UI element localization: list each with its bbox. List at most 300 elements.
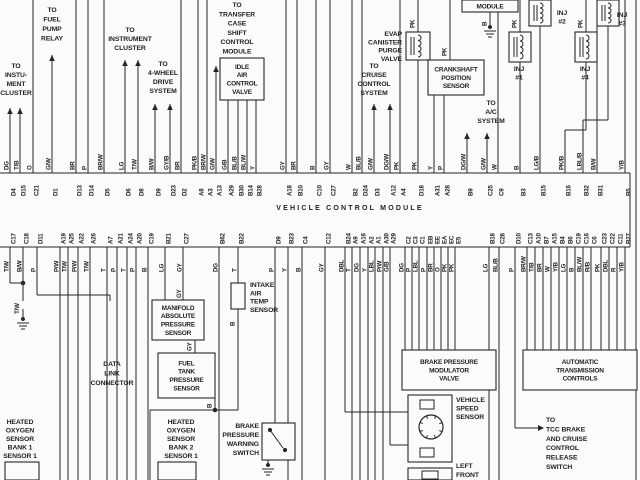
to-transfer-case-module: CONTROL <box>220 39 254 47</box>
arrow-up-icon <box>122 60 128 66</box>
to-transfer-case-module: SHIFT <box>227 29 247 37</box>
wire-color-label: PK <box>393 161 401 170</box>
to-cruise-control-system: CONTROL <box>357 81 391 88</box>
pin-label: A26 <box>90 233 98 244</box>
brake-pressure-warning-switch-label: WARNING <box>226 441 259 448</box>
wire-color-label: O <box>26 165 34 170</box>
wire-color-label: T/W <box>14 303 21 314</box>
wire-color-label: BL/B <box>355 156 363 170</box>
wire-color-label: Y <box>427 166 435 170</box>
to-tcc-brake-cruise-release: SWITCH <box>546 464 573 471</box>
pin-label: C3 <box>412 236 420 244</box>
pin-label: C2 <box>405 236 413 244</box>
o2-sensor-bank1 <box>5 462 39 480</box>
wire-color-label: DG/W <box>383 153 391 170</box>
pin-label: D5 <box>104 188 112 196</box>
wire-color-label: LBL <box>412 260 420 272</box>
pin-label: B32 <box>583 185 591 196</box>
wire-color-label: T <box>231 268 239 272</box>
o2-sensor-bank2 <box>158 462 196 480</box>
pin-label: A25 <box>68 233 76 244</box>
pin-label: C4 <box>302 236 310 244</box>
wire-color-label: R/B <box>584 261 592 272</box>
to-fuel-pump-relay: PUMP <box>42 26 62 33</box>
brake-pressure-modulator-valve-label: BRAKE PRESSURE <box>420 359 478 366</box>
wire-color-label: B <box>295 267 303 272</box>
wire-color-label: BL/W <box>576 256 584 272</box>
wire-color-label: DG <box>3 161 11 170</box>
wire-color-label: GY <box>323 161 331 170</box>
wire-color-label: PK <box>511 19 519 28</box>
vehicle-speed-sensor <box>408 395 452 462</box>
wire-color-label: R <box>610 267 618 272</box>
to-4wd-system: SYSTEM <box>149 88 177 95</box>
to-instrument-cluster: CLUSTER <box>114 45 146 52</box>
wire-color-label: P <box>420 268 428 272</box>
wire-color-label: P <box>405 268 413 272</box>
pin-label: C9 <box>498 188 506 196</box>
to-fuel-pump-relay: RELAY <box>41 35 63 43</box>
arrow-up-icon <box>484 133 490 139</box>
pin-label: A4 <box>400 188 408 196</box>
to-instrument-cluster: TO <box>125 27 135 34</box>
o2-bank2-label: OXYGEN <box>166 427 196 435</box>
pin-label: D9 <box>155 188 163 196</box>
pin-label: B6 <box>567 236 575 244</box>
injector-1-label: #1 <box>515 74 523 82</box>
vehicle-speed-sensor-label: VEHICLE <box>456 397 485 404</box>
pin-label: B14 <box>247 185 255 196</box>
wire-color-label: GY <box>186 342 194 351</box>
injector-4-label: INJ <box>579 66 591 73</box>
to-4wd-system: TO <box>158 61 168 68</box>
pin-label: A22 <box>78 233 86 244</box>
wire-color-label: P/W <box>53 260 61 272</box>
arrow-up-icon <box>7 108 13 114</box>
pin-label: C16 <box>583 233 591 244</box>
left-front-sensor <box>408 468 452 480</box>
ground-icon <box>21 317 25 321</box>
to-instrument-cluster-left: TO <box>11 63 21 70</box>
arrow-up-icon <box>152 104 158 110</box>
wire-color-label: PK <box>409 19 417 28</box>
map-sensor-label: MANIFOLD <box>161 304 195 312</box>
wire-color-label: W <box>544 266 552 272</box>
to-transfer-case-module: CASE <box>227 20 247 28</box>
wire-color-label: T/W <box>61 261 69 272</box>
fuel-tank-pressure-sensor-label: TANK <box>178 368 195 376</box>
injector-4-label: #4 <box>581 74 589 82</box>
to-cruise-control-system: CRUISE <box>361 72 387 79</box>
wire-color-label: O <box>434 267 442 272</box>
data-link-connector: DATA <box>103 361 121 368</box>
vehicle-speed-sensor-label: SENSOR <box>456 414 485 421</box>
wire-color-label: P/W <box>376 260 384 272</box>
evap-canister-purge-valve: CANISTER <box>368 39 402 47</box>
brake-pressure-modulator-valve-label: MODULATOR <box>429 367 469 375</box>
wire-color-label: LG/B <box>533 156 541 170</box>
pin-label: C12 <box>325 233 333 244</box>
wire-color-label: GY <box>318 263 326 272</box>
wire-color-label: P/W <box>71 260 79 272</box>
pin-label: D23 <box>170 185 178 196</box>
wire-color-label: BR/W <box>97 154 105 170</box>
pin-label: A19 <box>60 233 68 244</box>
idle-air-control-valve-label: VALVE <box>232 88 252 96</box>
pin-label: B23 <box>288 233 296 244</box>
pin-label: B7 <box>543 236 551 244</box>
pin-label: C13 <box>527 233 535 244</box>
wire-color-label: PK <box>441 47 449 56</box>
intake-air-temp-sensor: TEMP <box>250 298 269 306</box>
intake-air-temp-sensor: SENSOR <box>250 306 279 314</box>
o2-bank1-label: SENSOR <box>5 436 35 443</box>
wire-color-label: Y <box>281 268 289 272</box>
pin-label: D1 <box>52 188 60 196</box>
brake-pressure-warning-switch-label: SWITCH <box>232 450 259 457</box>
wire-color-label: W <box>345 164 353 170</box>
pin-label: A24 <box>127 233 135 244</box>
wire-color-label: GY/B <box>163 155 171 170</box>
pin-label: C10 <box>316 185 324 196</box>
pin-label: D2 <box>181 188 189 196</box>
wire-color-label: GY <box>176 263 184 272</box>
wire-color-label: PK <box>441 263 449 272</box>
o2-bank2-label: SENSOR 1 <box>164 453 198 460</box>
wire-color-label: Y <box>249 166 257 170</box>
pin-label: C19 <box>148 233 156 244</box>
intake-air-temp-resistor <box>231 283 245 309</box>
vehicle-speed-sensor-label: SPEED <box>456 405 479 413</box>
wire-color-label: G/B <box>221 159 229 170</box>
pin-label: B28 <box>256 185 264 196</box>
pin-label: D18 <box>418 185 426 196</box>
pin-label: B2 <box>352 188 360 196</box>
wire-color-label: BR <box>69 161 77 170</box>
o2-bank1-label: SENSOR 1 <box>3 453 37 460</box>
wire-color-label: Y/B <box>618 160 626 170</box>
pin-label: B15 <box>540 185 548 196</box>
wire-color-label: BL/B <box>231 156 239 170</box>
pin-label: B10 <box>297 185 305 196</box>
pin-label: B22 <box>238 233 246 244</box>
to-4wd-system: DRIVE <box>152 79 174 86</box>
pin-label: A20 <box>136 233 144 244</box>
pin-label: A30 <box>383 233 391 244</box>
pin-label: D4 <box>10 188 18 196</box>
injector-1-label: INJ <box>513 66 525 73</box>
pin-label: A1 <box>375 236 383 244</box>
pin-label: A29 <box>390 233 398 244</box>
wire-color-label: T <box>100 268 108 272</box>
pin-label: C21 <box>33 185 41 196</box>
wire-color-label: BR <box>427 263 435 272</box>
pin-label: D15 <box>20 185 28 196</box>
intake-air-temp-sensor: INTAKE <box>250 282 275 289</box>
to-tcc-brake-cruise-release: TCC BRAKE <box>546 426 586 434</box>
wire-color-label: GY <box>279 161 287 170</box>
wire-color-label: Y/B <box>552 262 560 272</box>
to-transfer-case-module: TO <box>232 2 242 9</box>
wire-color-label: BR <box>174 161 182 170</box>
to-tcc-brake-cruise-release: TO <box>546 417 556 424</box>
pin-label: C23 <box>601 233 609 244</box>
to-instrument-cluster-left: CLUSTER <box>0 90 32 97</box>
pin-label: A8 <box>198 188 206 196</box>
junction-dot <box>21 281 25 285</box>
wire-color-label: P <box>268 268 276 272</box>
to-tcc-brake-cruise-release: CONTROL <box>546 445 579 453</box>
injector-2-label: #2 <box>558 18 566 26</box>
wire-color-label: T/W <box>3 261 11 272</box>
left-front-label: FRONT <box>456 472 479 479</box>
pin-label: D9 <box>275 236 283 244</box>
o2-bank2-label: HEATED <box>167 419 195 426</box>
wire-color-label: BR <box>290 161 298 170</box>
wire-color-label: B/W <box>148 158 156 170</box>
wire-color-label: T/B <box>13 160 21 170</box>
pin-label: C17 <box>10 233 18 244</box>
arrow-right-icon <box>538 425 544 431</box>
wire-color-label: G/W <box>45 158 53 170</box>
pin-label: B3 <box>520 188 528 196</box>
pin-label: EC <box>448 235 456 244</box>
pin-label: C22 <box>609 233 617 244</box>
wire-color-label: B <box>481 21 489 26</box>
wire-color-label: T/B <box>528 262 536 272</box>
wire-color-label: B <box>141 267 149 272</box>
wire-color-label: LG <box>118 161 126 170</box>
wire-color-label: GY <box>176 289 183 298</box>
pin-label: D8 <box>138 188 146 196</box>
pin-label: C6 <box>591 236 599 244</box>
brake-pressure-modulator-valve-label: VALVE <box>439 375 459 383</box>
pin-label: A7 <box>107 236 115 244</box>
wire-color-label: PK <box>411 161 419 170</box>
wire-color-label: DG/W <box>460 153 468 170</box>
pin-label: D24 <box>362 185 370 196</box>
wire-color-label: LG <box>482 263 490 272</box>
crankshaft-position-sensor-label: SENSOR <box>442 83 470 91</box>
pin-label: C25 <box>487 185 495 196</box>
wire-color-label: P <box>437 166 445 170</box>
pin-label: E5 <box>455 236 463 244</box>
fuel-tank-pressure-sensor-label: SENSOR <box>173 385 200 393</box>
wire-color-label: T/W <box>83 261 91 272</box>
arrow-up-icon <box>213 66 219 72</box>
pin-label: D11 <box>37 233 45 244</box>
wire-color-label: PK/B <box>191 156 199 170</box>
to-ac-system: TO <box>486 100 496 107</box>
wire-color-label: BR/W <box>200 154 208 170</box>
module-box-label: MODULE <box>476 3 504 11</box>
arrow-up-icon <box>167 104 173 110</box>
pin-label: D3 <box>374 188 382 196</box>
wire-color-label: B <box>229 321 237 326</box>
wire-color-label: PK <box>448 263 456 272</box>
pin-label: A10 <box>535 233 543 244</box>
pin-label: B16 <box>565 185 573 196</box>
wire-color-label: DG <box>212 263 220 272</box>
o2-bank2-label: BANK 2 <box>168 444 194 452</box>
pin-label: B4 <box>559 236 567 244</box>
pin-label: B5 <box>625 188 633 196</box>
to-4wd-system: 4-WHEEL <box>148 70 178 77</box>
fuel-tank-pressure-sensor-label: PRESSURE <box>169 376 204 384</box>
pin-label: B18 <box>489 233 497 244</box>
map-sensor-label: SENSOR <box>164 329 192 337</box>
wire-color-label: G/W <box>480 158 488 170</box>
wire-color-label: Y <box>361 268 369 272</box>
ground-icon <box>488 25 492 29</box>
o2-bank1-label: OXYGEN <box>5 427 35 435</box>
to-instrument-cluster: INSTRUMENT <box>108 36 152 43</box>
to-cruise-control-system: SYSTEM <box>360 90 388 97</box>
idle-air-control-valve-label: AIR <box>236 72 248 80</box>
o2-bank2-label: SENSOR <box>166 436 196 443</box>
wire-color-label: BR/W <box>520 256 528 272</box>
wire-color-label: G/B <box>383 261 391 272</box>
arrow-up-icon <box>387 104 393 110</box>
pin-label: A16 <box>360 233 368 244</box>
wire-color-label: PK <box>594 263 602 272</box>
wire-color-label: LG <box>560 263 568 272</box>
wire-color-label: P <box>81 166 89 170</box>
to-fuel-pump-relay: FUEL <box>43 16 61 24</box>
fuel-tank-pressure-sensor-label: FUEL <box>178 360 195 368</box>
wire-color-label: BL/W <box>240 154 248 170</box>
pin-label: EB <box>427 235 435 244</box>
arrow-up-icon <box>371 104 377 110</box>
wire-color-label: B <box>568 267 576 272</box>
pin-label: A18 <box>286 185 294 196</box>
to-tcc-brake-cruise-release: AND CRUISE <box>546 435 588 443</box>
arrow-up-icon <box>464 133 470 139</box>
to-instrument-cluster-left: MENT <box>6 81 26 88</box>
wire-color-label: B/W <box>16 260 24 272</box>
wire-color-label: T <box>345 268 353 272</box>
vehicle-control-module-title: VEHICLE CONTROL MODULE <box>276 205 424 212</box>
automatic-transmission-controls-label: CONTROLS <box>562 375 598 383</box>
pin-label: C27 <box>183 233 191 244</box>
wire-color-label: DG <box>353 263 361 272</box>
pin-label: B9 <box>467 188 475 196</box>
pin-label: EE <box>434 236 442 244</box>
pin-label: A15 <box>551 233 559 244</box>
wire-color-label: PK <box>577 19 585 28</box>
pin-label: A31 <box>434 185 442 196</box>
map-sensor-label: PRESSURE <box>160 321 196 329</box>
crankshaft-position-sensor-label: POSITION <box>441 74 471 82</box>
wire-color-label: LBL/B <box>576 152 584 170</box>
wire-color-label: W <box>491 164 499 170</box>
junction-dot <box>213 408 217 412</box>
pin-label: A12 <box>390 185 398 196</box>
pin-label: C11 <box>617 233 625 244</box>
crankshaft-position-sensor-label: CRANKSHAFT <box>434 66 478 74</box>
to-ac-system: A/C <box>485 109 497 116</box>
brake-pressure-warning-switch-label: BRAKE <box>235 423 259 430</box>
evap-canister-purge-valve: EVAP <box>384 31 402 38</box>
pin-label: D6 <box>125 188 133 196</box>
pin-label: C27 <box>330 185 338 196</box>
wire-color-label: PK/B <box>558 156 566 170</box>
brake-pressure-warning-switch-terminal <box>283 448 286 451</box>
brake-pressure-warning-switch-label: PRESSURE <box>222 432 259 439</box>
evap-canister-purge-valve: PURGE <box>378 47 402 55</box>
wire-color-label: T <box>120 268 128 272</box>
pin-label: C18 <box>23 233 31 244</box>
wire-color-label: T/W <box>131 159 139 170</box>
to-cruise-control-system: TO <box>369 63 379 70</box>
wire-color-label: DG <box>398 263 406 272</box>
pin-label: A21 <box>117 233 125 244</box>
to-tcc-brake-cruise-release: RELEASE <box>546 454 578 462</box>
pin-label: A29 <box>228 185 236 196</box>
idle-air-control-valve-label: IDLE <box>234 63 250 71</box>
pin-label: A2 <box>368 236 376 244</box>
to-fuel-pump-relay: TO <box>47 7 57 14</box>
injector-2-label: INJ <box>556 10 568 17</box>
injector-3-label: INJ <box>616 12 628 19</box>
wire-color-label: BR <box>536 263 544 272</box>
pin-label: EA <box>441 235 449 244</box>
wire-color-label: P <box>129 268 137 272</box>
left-front-label: LEFT <box>456 463 473 470</box>
wire-color-label: B <box>206 403 214 408</box>
wire-color-label: P <box>30 268 38 272</box>
pin-label: C19 <box>575 233 583 244</box>
automatic-transmission-controls-label: TRANSMISSION <box>556 367 604 375</box>
wire-color-label: B/W <box>590 158 598 170</box>
wire-color-label: LG <box>158 263 166 272</box>
pin-label: C1 <box>419 236 427 244</box>
pin-label: C28 <box>499 233 507 244</box>
arrow-up-icon <box>135 60 141 66</box>
pin-label: D14 <box>88 185 96 196</box>
arrow-up-icon <box>49 55 55 61</box>
data-link-connector: CONNECTOR <box>90 380 134 387</box>
wire-color-label: BL/B <box>492 258 500 272</box>
wire-color-label: G/W <box>367 158 375 170</box>
to-instrument-cluster-left: INSTU- <box>4 72 28 79</box>
injector-3-label: #3 <box>618 20 626 28</box>
pin-label: B30 <box>238 185 246 196</box>
pin-label: A3 <box>207 188 215 196</box>
evap-canister-purge-valve: VALVE <box>380 55 402 63</box>
pin-label: B62 <box>219 233 227 244</box>
ground-icon <box>266 463 270 467</box>
pin-label: D13 <box>76 185 84 196</box>
wire-color-label: DBL <box>338 259 346 272</box>
to-ac-system: SYSTEM <box>477 118 505 125</box>
map-sensor-label: ABSOLUTE <box>160 313 196 321</box>
wire-color-label: P <box>110 268 118 272</box>
pin-label: A13 <box>216 185 224 196</box>
pin-label: B24 <box>345 233 353 244</box>
wire-color-label: DBL <box>602 259 610 272</box>
pin-label: A9 <box>352 236 360 244</box>
wire-color-label: LBL <box>368 260 376 272</box>
o2-bank1-label: BANK 1 <box>7 444 33 452</box>
wire-color-label: Y/B <box>618 262 626 272</box>
data-link-connector: LINK <box>104 370 120 378</box>
to-transfer-case-module: TRANSFER <box>218 11 256 19</box>
pin-label: B21 <box>165 233 173 244</box>
pin-label: A28 <box>444 185 452 196</box>
pin-label: D10 <box>515 233 523 244</box>
wire-color-label: B <box>513 165 521 170</box>
